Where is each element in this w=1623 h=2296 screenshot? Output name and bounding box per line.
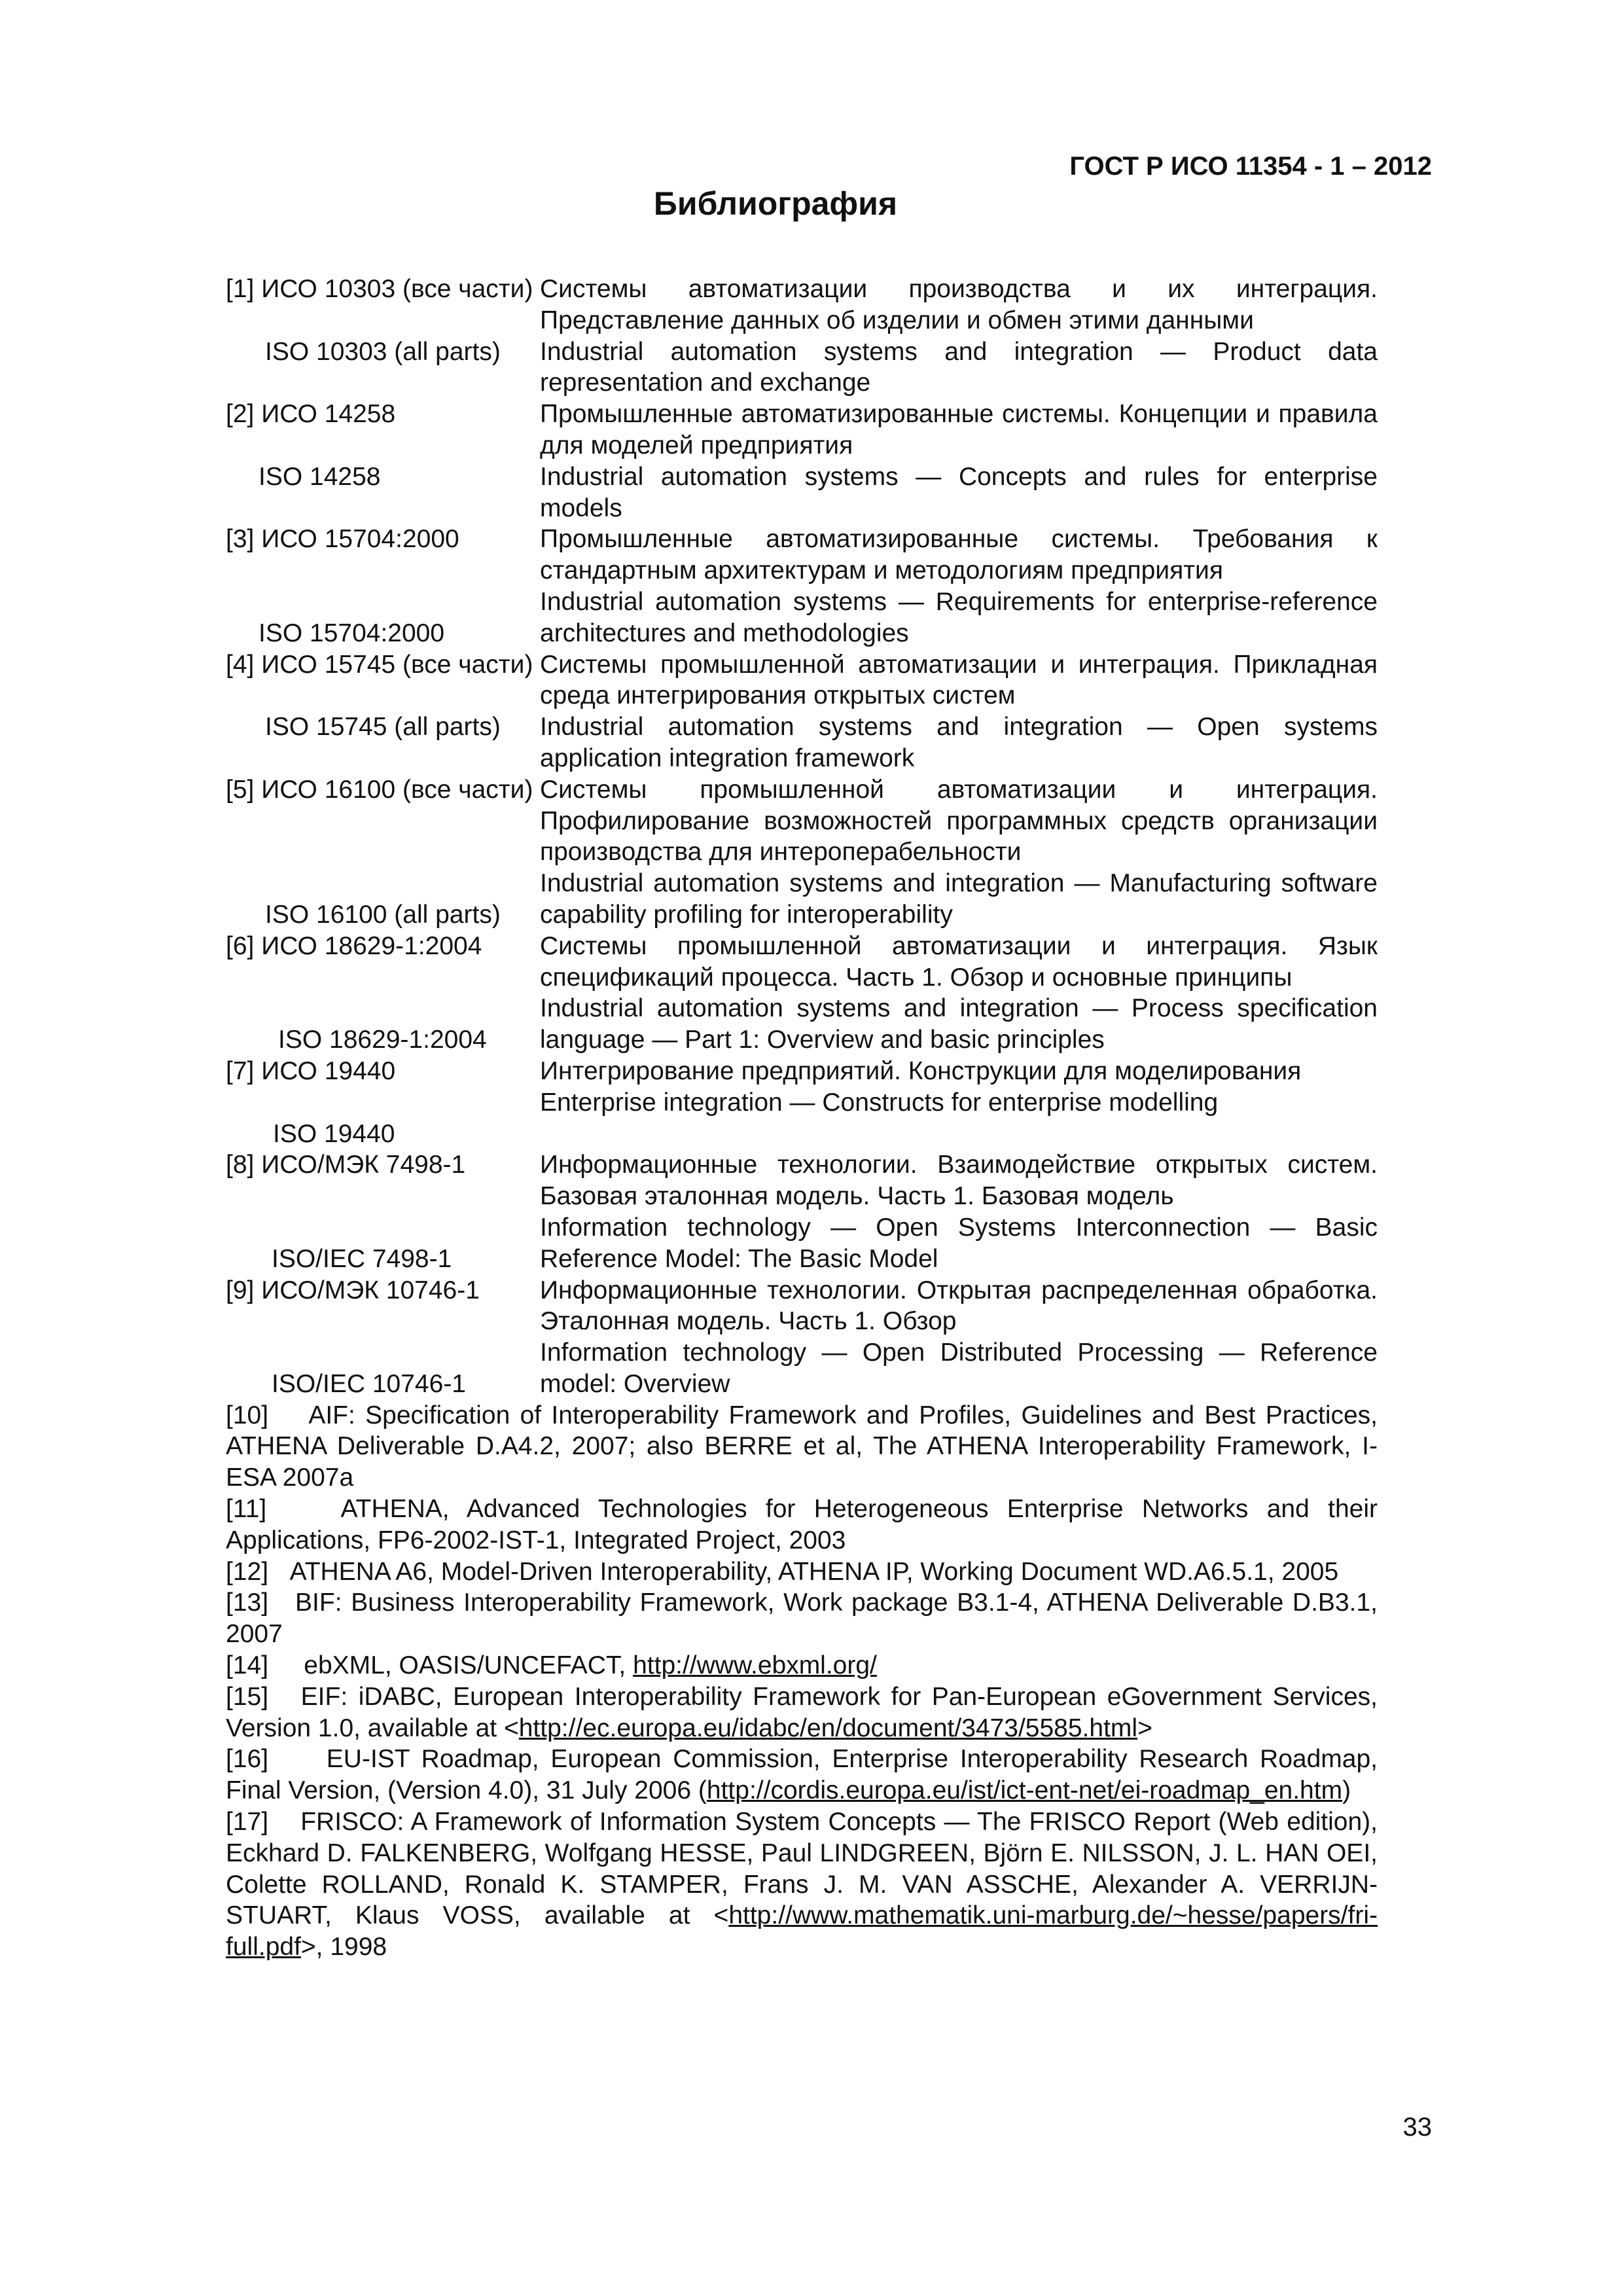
reference-item bbox=[226, 1400, 1378, 1494]
reference-number: [16] bbox=[226, 1745, 269, 1774]
reference-link[interactable]: http://cordis.europa.eu/ist/ict-ent-net/ei-roadmap_en.htm bbox=[706, 1776, 1343, 1805]
bibliography-entry bbox=[226, 274, 1378, 399]
entry-title-ru: Системы промышленной автоматизации и интеграция. Прикладная среда интегрирования открытых систем bbox=[540, 650, 1378, 710]
reference-number: [14] bbox=[226, 1651, 269, 1680]
entry-title-en: Industrial automation systems and integration — Manufacturing software capability profiling for interoperability bbox=[540, 869, 1378, 929]
entry-ref-iso: ISO 15704:2000 bbox=[259, 619, 445, 647]
reference-link[interactable]: http://www.mathematik.uni-marburg.de/~hesse/papers/fri-full.pdf bbox=[226, 1901, 1378, 1962]
entry-ref-ru: [5] ИСО 16100 (все части) bbox=[226, 775, 533, 804]
reference-item bbox=[226, 1681, 1378, 1744]
reference-item bbox=[226, 1556, 1378, 1588]
entry-title-en: Industrial automation systems — Concepts and rules for enterprise models bbox=[540, 462, 1378, 522]
standard-code: ГОСТ Р ИСО 11354 - 1 – 2012 bbox=[1069, 152, 1432, 181]
reference-item bbox=[226, 1650, 1378, 1681]
reference-number: [10] bbox=[226, 1401, 269, 1429]
reference-text: FRISCO: A Framework of Information System Concepts — The FRISCO Report (Web edition), Eckhard D. FALKENBERG, Wolfgang HESSE, Paul LINDGREEN, Björn E. NILSSON, J. L. HAN OEI, Colette ROLLAND, Ronald K. STAMPER, Frans J. M. VAN ASSCHE, Alexander A. VERRIJN-STUART, Klaus VOSS, available at < bbox=[226, 1808, 1378, 1930]
entry-ref-iso: ISO 19440 bbox=[273, 1119, 395, 1148]
reference-number: [15] bbox=[226, 1682, 269, 1711]
entry-title-ru: Информационные технологии. Взаимодействие открытых систем. Базовая эталонная модель. Часть 1. Базовая модель bbox=[540, 1151, 1378, 1211]
entry-title-ru: Промышленные автоматизированные системы. Требования к стандартным архитектурам и методологиям предприятия bbox=[540, 525, 1378, 585]
reference-text-after: > bbox=[1137, 1713, 1152, 1742]
entry-title-en: Enterprise integration — Constructs for enterprise modelling bbox=[540, 1088, 1219, 1117]
bibliography-entry bbox=[226, 524, 1378, 649]
entry-ref-ru: [3] ИСО 15704:2000 bbox=[226, 525, 459, 554]
entry-title-ru: Системы промышленной автоматизации и интеграция. Профилирование возможностей программных средств организации производства для интероперабельности bbox=[540, 775, 1378, 867]
reference-number: [17] bbox=[226, 1808, 269, 1837]
entry-title-ru: Системы автоматизации производства и их интеграция. Представление данных об изделии и обмен этими данными bbox=[540, 275, 1378, 334]
entry-title-ru: Интегрирование предприятий. Конструкции для моделирования bbox=[540, 1056, 1302, 1085]
entry-ref-iso: ISO 15745 (all parts) bbox=[265, 713, 501, 742]
bibliography-entry bbox=[226, 1149, 1378, 1274]
bibliography-entry bbox=[226, 399, 1378, 524]
entry-ref-iso: ISO 14258 bbox=[259, 462, 381, 491]
reference-text: BIF: Business Interoperability Framework, Work package B3.1-4, ATHENA Deliverable D.B3.1, 2007 bbox=[226, 1588, 1378, 1649]
reference-number: [13] bbox=[226, 1588, 269, 1617]
page-title: Библиография bbox=[653, 185, 898, 222]
entry-ref-ru: [7] ИСО 19440 bbox=[226, 1056, 396, 1085]
bibliography bbox=[226, 274, 1378, 1963]
reference-text: AIF: Specification of Interoperability Framework and Profiles, Guidelines and Best Practices, ATHENA Deliverable D.A4.2, 2007; also BERRE et al, The ATHENA Interoperability Framework, I-ESA 2007a bbox=[226, 1401, 1378, 1492]
reference-item bbox=[226, 1744, 1378, 1806]
reference-item bbox=[226, 1806, 1378, 1963]
reference-item bbox=[226, 1494, 1378, 1556]
reference-number: [11] bbox=[226, 1495, 267, 1524]
reference-text: EU-IST Roadmap, European Commission, Enterprise Interoperability Research Roadmap, Final Version, (Version 4.0), 31 July 2006 ( bbox=[226, 1745, 1378, 1805]
page-number: 33 bbox=[1402, 2113, 1432, 2142]
reference-link[interactable]: http://ec.europa.eu/idabc/en/document/3473/5585.html bbox=[518, 1713, 1138, 1742]
bibliography-entry bbox=[226, 931, 1378, 1056]
entry-title-ru: Системы промышленной автоматизации и интеграция. Язык спецификаций процесса. Часть 1. Обзор и основные принципы bbox=[540, 931, 1378, 992]
reference-text-after: >, 1998 bbox=[300, 1933, 387, 1962]
entry-ref-ru: [4] ИСО 15745 (все части) bbox=[226, 650, 533, 679]
entry-title-en: Industrial automation systems — Requirements for enterprise-reference architectures and methodologies bbox=[540, 587, 1378, 647]
entry-ref-ru: [6] ИСО 18629-1:2004 bbox=[226, 931, 482, 960]
reference-number: [12] bbox=[226, 1557, 269, 1586]
entry-ref-iso: ISO 10303 (all parts) bbox=[265, 337, 501, 366]
entry-title-en: Industrial automation systems and integration — Process specification language — Part 1: Overview and basic principles bbox=[540, 994, 1378, 1054]
entry-ref-iso: ISO/IEC 10746-1 bbox=[272, 1369, 466, 1398]
reference-text: ebXML, OASIS/UNCEFACT, bbox=[304, 1651, 626, 1680]
entry-title-ru: Промышленные автоматизированные системы. Концепции и правила для моделей предприятия bbox=[540, 400, 1378, 459]
reference-link[interactable]: http://www.ebxml.org/ bbox=[633, 1651, 877, 1680]
reference-item bbox=[226, 1587, 1378, 1650]
entry-ref-ru: [9] ИСО/МЭК 10746-1 bbox=[226, 1276, 480, 1304]
entry-ref-iso: ISO 16100 (all parts) bbox=[265, 900, 501, 929]
entry-title-en: Information technology — Open Distributed Processing — Reference model: Overview bbox=[540, 1338, 1378, 1398]
bibliography-entry bbox=[226, 1275, 1378, 1400]
bibliography-entry bbox=[226, 649, 1378, 774]
entry-ref-ru: [1] ИСО 10303 (все части) bbox=[226, 275, 533, 303]
reference-text-after: ) bbox=[1342, 1776, 1351, 1805]
entry-title-en: Industrial automation systems and integration — Open systems application integration framework bbox=[540, 713, 1378, 772]
entry-title-en: Industrial automation systems and integration — Product data representation and exchange bbox=[540, 337, 1378, 397]
entry-title-en: Information technology — Open Systems Interconnection — Basic Reference Model: The Basic Model bbox=[540, 1213, 1378, 1273]
reference-text: EIF: iDABC, European Interoperability Framework for Pan-European eGovernment Services, Version 1.0, available at < bbox=[226, 1682, 1378, 1742]
entry-ref-ru: [8] ИСО/МЭК 7498-1 bbox=[226, 1151, 466, 1179]
reference-text: ATHENA, Advanced Technologies for Heterogeneous Enterprise Networks and their Applications, FP6-2002-IST-1, Integrated Project, 2003 bbox=[226, 1495, 1378, 1554]
entry-title-ru: Информационные технологии. Открытая распределенная обработка. Эталонная модель. Часть 1. Обзор bbox=[540, 1276, 1378, 1336]
bibliography-entry bbox=[226, 774, 1378, 931]
entry-ref-ru: [2] ИСО 14258 bbox=[226, 400, 396, 429]
bibliography-entry bbox=[226, 1056, 1378, 1149]
entry-ref-iso: ISO 18629-1:2004 bbox=[278, 1026, 487, 1054]
reference-text: ATHENA A6, Model-Driven Interoperability, ATHENA IP, Working Document WD.A6.5.1, 2005 bbox=[289, 1557, 1339, 1586]
entry-ref-iso: ISO/IEC 7498-1 bbox=[272, 1244, 452, 1273]
